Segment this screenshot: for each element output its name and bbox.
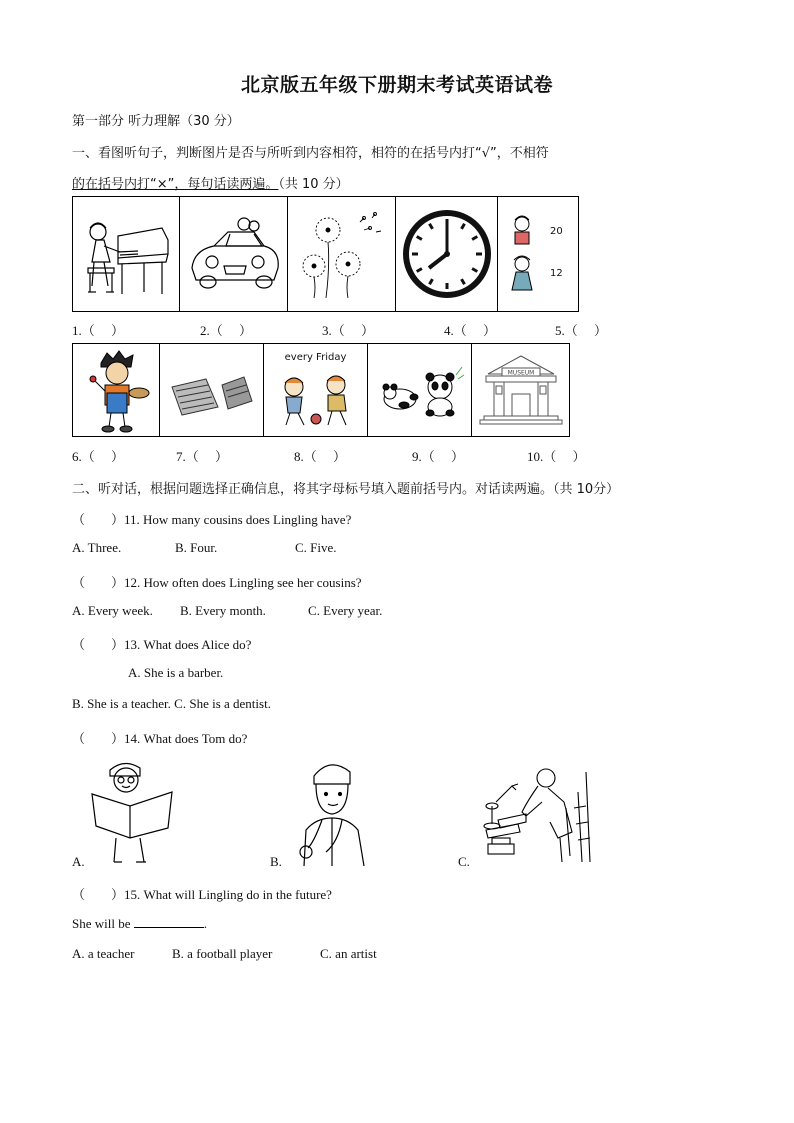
answer-10[interactable]: 10.（ ） [527, 449, 586, 464]
question-13: （ ）13. What does Alice do? [72, 637, 252, 652]
part-one-heading: 第一部分 听力理解（30 分） [72, 114, 240, 129]
answer-6[interactable]: 6.（ ） [72, 449, 125, 464]
picture-table-2 [72, 343, 570, 437]
clock-illustration [399, 206, 495, 302]
question-11: （ ）11. How many cousins does Lingling have? [72, 512, 352, 527]
answer-5[interactable]: 5.（ ） [555, 323, 608, 338]
q15-option-c[interactable]: C. an artist [320, 946, 377, 961]
answer-9[interactable]: 9.（ ） [412, 449, 465, 464]
picture-3 [288, 197, 396, 312]
q13-options-b-c[interactable]: B. She is a teacher. C. She is a dentist. [72, 696, 271, 711]
museum-illustration [478, 350, 564, 430]
answer-7[interactable]: 7.（ ） [176, 449, 229, 464]
picture-7 [160, 344, 264, 437]
picture-9 [368, 344, 472, 437]
q15-stem-text: She will be [72, 916, 131, 931]
q15-stem [72, 915, 207, 932]
piano-girl-illustration [78, 206, 174, 302]
section-two-instruction: 二、听对话，根据问题选择正确信息，将其字母标号填入题前括号内。对话读两遍。（共 10分） [72, 482, 620, 497]
answer-8[interactable]: 8.（ ） [294, 449, 347, 464]
q13-option-a[interactable]: A. She is a barber. [128, 665, 224, 680]
section-one-instruction-line2 [72, 173, 349, 192]
question-14: （ ）14. What does Tom do? [72, 731, 248, 746]
answer-4[interactable]: 4.（ ） [444, 323, 497, 338]
page-title: 北京版五年级下册期末考试英语试卷 [240, 74, 553, 96]
answer-1[interactable]: 1.（ ） [72, 323, 125, 338]
section-one-instruction-underlined: 的在括号内打“×”，每句话读两遍。 [72, 177, 279, 192]
q14-picture-a-newspaper-reader [86, 756, 178, 866]
answer-3[interactable]: 3.（ ） [322, 323, 375, 338]
q11-option-c[interactable]: C. Five. [295, 540, 337, 555]
picture-6 [73, 344, 160, 437]
answer-2[interactable]: 2.（ ） [200, 323, 253, 338]
q14-picture-b-doctor [286, 756, 376, 866]
q14-option-c-label[interactable]: C. [458, 854, 470, 869]
newspapers-illustration [166, 355, 258, 425]
children-playing-illustration [270, 365, 362, 429]
car-driving-illustration [184, 206, 284, 302]
q14-option-a-label[interactable]: A. [72, 854, 85, 869]
q12-option-a[interactable]: A. Every week. [72, 603, 153, 618]
pandas-illustration [374, 355, 466, 425]
q15-option-a[interactable]: A. a teacher [72, 946, 135, 961]
picture-5-bottom-number: 12 [550, 268, 563, 279]
q15-answer-blank[interactable] [134, 915, 204, 928]
q11-option-a[interactable]: A. Three. [72, 540, 122, 555]
q14-option-b-label[interactable]: B. [270, 854, 282, 869]
museum-sign-text: MUSEUM [507, 369, 534, 377]
q12-option-b[interactable]: B. Every month. [180, 603, 266, 618]
picture-2 [180, 197, 288, 312]
picture-10 [472, 344, 570, 437]
picture-table-1 [72, 196, 579, 312]
q15-period: . [203, 916, 207, 931]
two-people-illustration [502, 206, 542, 302]
dandelions-illustration [294, 206, 390, 302]
picture-4 [396, 197, 498, 312]
question-15: （ ）15. What will Lingling do in the future? [72, 887, 332, 902]
q12-option-c[interactable]: C. Every year. [308, 603, 383, 618]
picture-8 [264, 344, 368, 437]
picture-8-caption: every Friday [284, 352, 347, 363]
q14-picture-c-writer-at-desk [478, 762, 602, 866]
section-one-score: （共 10 分） [278, 177, 349, 192]
picture-1 [73, 197, 180, 312]
painter-boy-illustration [81, 347, 151, 433]
question-12: （ ）12. How often does Lingling see her cousins? [72, 575, 362, 590]
picture-5-top-number: 20 [550, 226, 563, 237]
section-one-instruction-line1: 一、看图听句子，判断图片是否与所听到内容相符，相符的在括号内打“√”，不相符 [72, 146, 549, 161]
q11-option-b[interactable]: B. Four. [175, 540, 218, 555]
q15-option-b[interactable]: B. a football player [172, 946, 273, 961]
picture-5 [498, 197, 579, 312]
